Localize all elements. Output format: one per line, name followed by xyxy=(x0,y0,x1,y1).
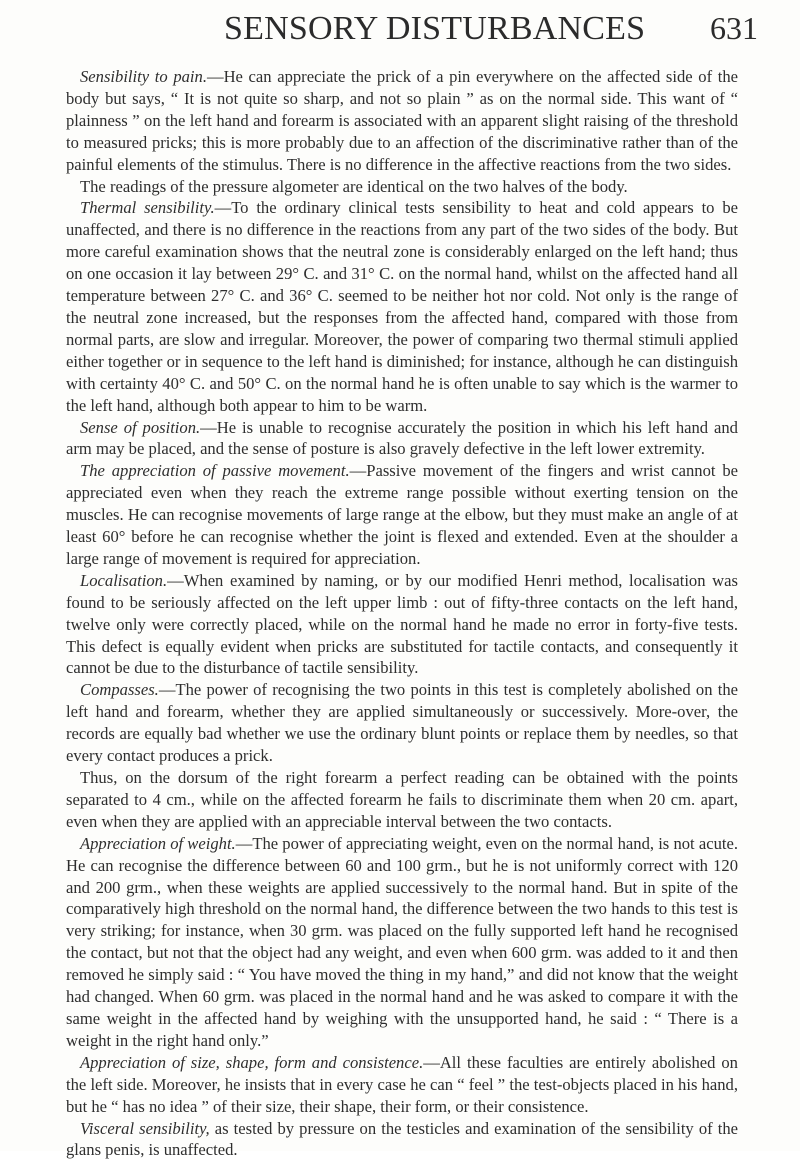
running-title: SENSORY DISTURBANCES xyxy=(224,10,645,48)
paragraph-heading: Visceral sensibility, xyxy=(80,1119,210,1138)
paragraph-heading: Thermal sensibility. xyxy=(80,198,215,217)
paragraph-text: —He can appreciate the prick of a pin everywhere on the affected side of the body but says, “ It is not quite so sharp, and not so plain ” as on the normal side. This want of “ plainness ” on the left hand and forearm is associated with an apparent slight raising of the threshold to measured pricks; this is more probably due to an affection of the discriminative rather than of the painful elements of the stimulus. There is no difference in the affective reactions from the two sides. xyxy=(66,67,738,174)
paragraph-heading: Sensibility to pain. xyxy=(80,67,207,86)
paragraph-heading: Sense of position. xyxy=(80,418,200,437)
paragraph-text: —The power of appreciating weight, even on the normal hand, is not acute. He can recognise the difference between 60 and 100 grm., but he is not uniformly correct with 120 and 200 grm., when these weights are applied successively to the normal hand. But in spite of the comparatively high threshold on the normal hand, the difference between the two hands to this test is very striking; for instance, when 30 grm. was placed on the fully supported left hand he recognised the contact, but not that the object had any weight, and even when 600 grm. was added to it and then removed he simply said : “ You have moved the thing in my hand,” and did not know that the weight had changed. When 60 grm. was placed in the normal hand and he was asked to compare it with the same weight in the affected hand by weighing with the unsupported hand, he said : “ There is a weight in the right hand only.” xyxy=(66,834,738,1050)
paragraph-heading: The appreciation of passive movement. xyxy=(80,461,350,480)
paragraph-heading: Compasses. xyxy=(80,680,159,699)
paragraph-visceral xyxy=(66,1118,738,1161)
body-text xyxy=(66,66,738,1161)
paragraph-text: as tested by pressure on the testicles and examination of the sensibility of the glans penis, is unaffected. xyxy=(66,1119,738,1160)
paragraph-heading: Appreciation of size, shape, form and consistence. xyxy=(80,1053,423,1072)
paragraph-text: —He is unable to recognise accurately the position in which his left hand and arm may be placed, and the sense of posture is also gravely defective in the left lower extremity. xyxy=(66,418,738,459)
paragraph-algometer xyxy=(66,176,738,198)
paragraph-heading: Localisation. xyxy=(80,571,167,590)
paragraph-position xyxy=(66,417,738,461)
paragraph-compasses xyxy=(66,679,738,767)
running-head xyxy=(0,0,800,60)
paragraph-size-shape xyxy=(66,1052,738,1118)
paragraph-weight xyxy=(66,833,738,1052)
paragraph-text: —To the ordinary clinical tests sensibility to heat and cold appears to be unaffected, and there is no difference in the reactions from any part of the two sides of the body. But more careful examination shows that the neutral zone is considerably enlarged on the left hand; thus on one occasion it lay between 29° C. and 31° C. on the normal hand, whilst on the affected hand all temperature between 27° C. and 36° C. seemed to be neither hot nor cold. Not only is the range of the neutral zone increased, but the responses from the affected hand, compared with those from normal parts, are slow and irregular. Moreover, the power of comparing two thermal stimuli applied either together or in sequence to the left hand is diminished; for instance, although he can distinguish with certainty 40° C. and 50° C. on the normal hand he is often unable to say which is the warmer to the left hand, although both appear to him to be warm. xyxy=(66,198,738,414)
paragraph-text: —Passive movement of the fingers and wrist cannot be appreciated even when they reach the extreme range possible without exerting tension on the muscles. He can recognise movements of large range at the elbow, but they must make an angle of at least 60° before he can recognise whether the joint is flexed and extended. Even at the shoulder a large range of movement is required for appreciation. xyxy=(66,461,738,568)
paragraph-pain xyxy=(66,66,738,176)
paragraph-heading: Appreciation of weight. xyxy=(80,834,236,853)
paragraph-thermal xyxy=(66,197,738,416)
page-number: 631 xyxy=(710,10,758,47)
paragraph-passive-movement xyxy=(66,460,738,570)
paragraph-text: —When examined by naming, or by our modified Henri method, localisation was found to be seriously affected on the left upper limb : out of fifty-three contacts on the left hand, twelve only were correctly placed, while on the normal hand he made no error in forty-five tests. This defect is equally evident when pricks are substituted for tactile contacts, and consequently it cannot be due to the disturbance of tactile sensibility. xyxy=(66,571,738,678)
paragraph-text: The readings of the pressure algometer are identical on the two halves of the body. xyxy=(80,177,628,196)
paragraph-text: Thus, on the dorsum of the right forearm a perfect reading can be obtained with the points separated to 4 cm., while on the affected forearm he fails to discriminate them when 20 cm. apart, even when they are applied with an appreciable interval between the two contacts. xyxy=(66,768,738,831)
paragraph-text: —All these faculties are entirely abolished on the left side. Moreover, he insists that in every case he can “ feel ” the test-objects placed in his hand, but he “ has no idea ” of their size, their shape, their form, or their consistence. xyxy=(66,1053,738,1116)
paragraph-localisation xyxy=(66,570,738,680)
paragraph-dorsum xyxy=(66,767,738,833)
paragraph-text: —The power of recognising the two points in this test is completely abolished on the left hand and forearm, whether they are applied simultaneously or successively. More-over, the records are equally bad whether we use the ordinary blunt points or replace them by needles, so that every contact produces a prick. xyxy=(66,680,738,765)
